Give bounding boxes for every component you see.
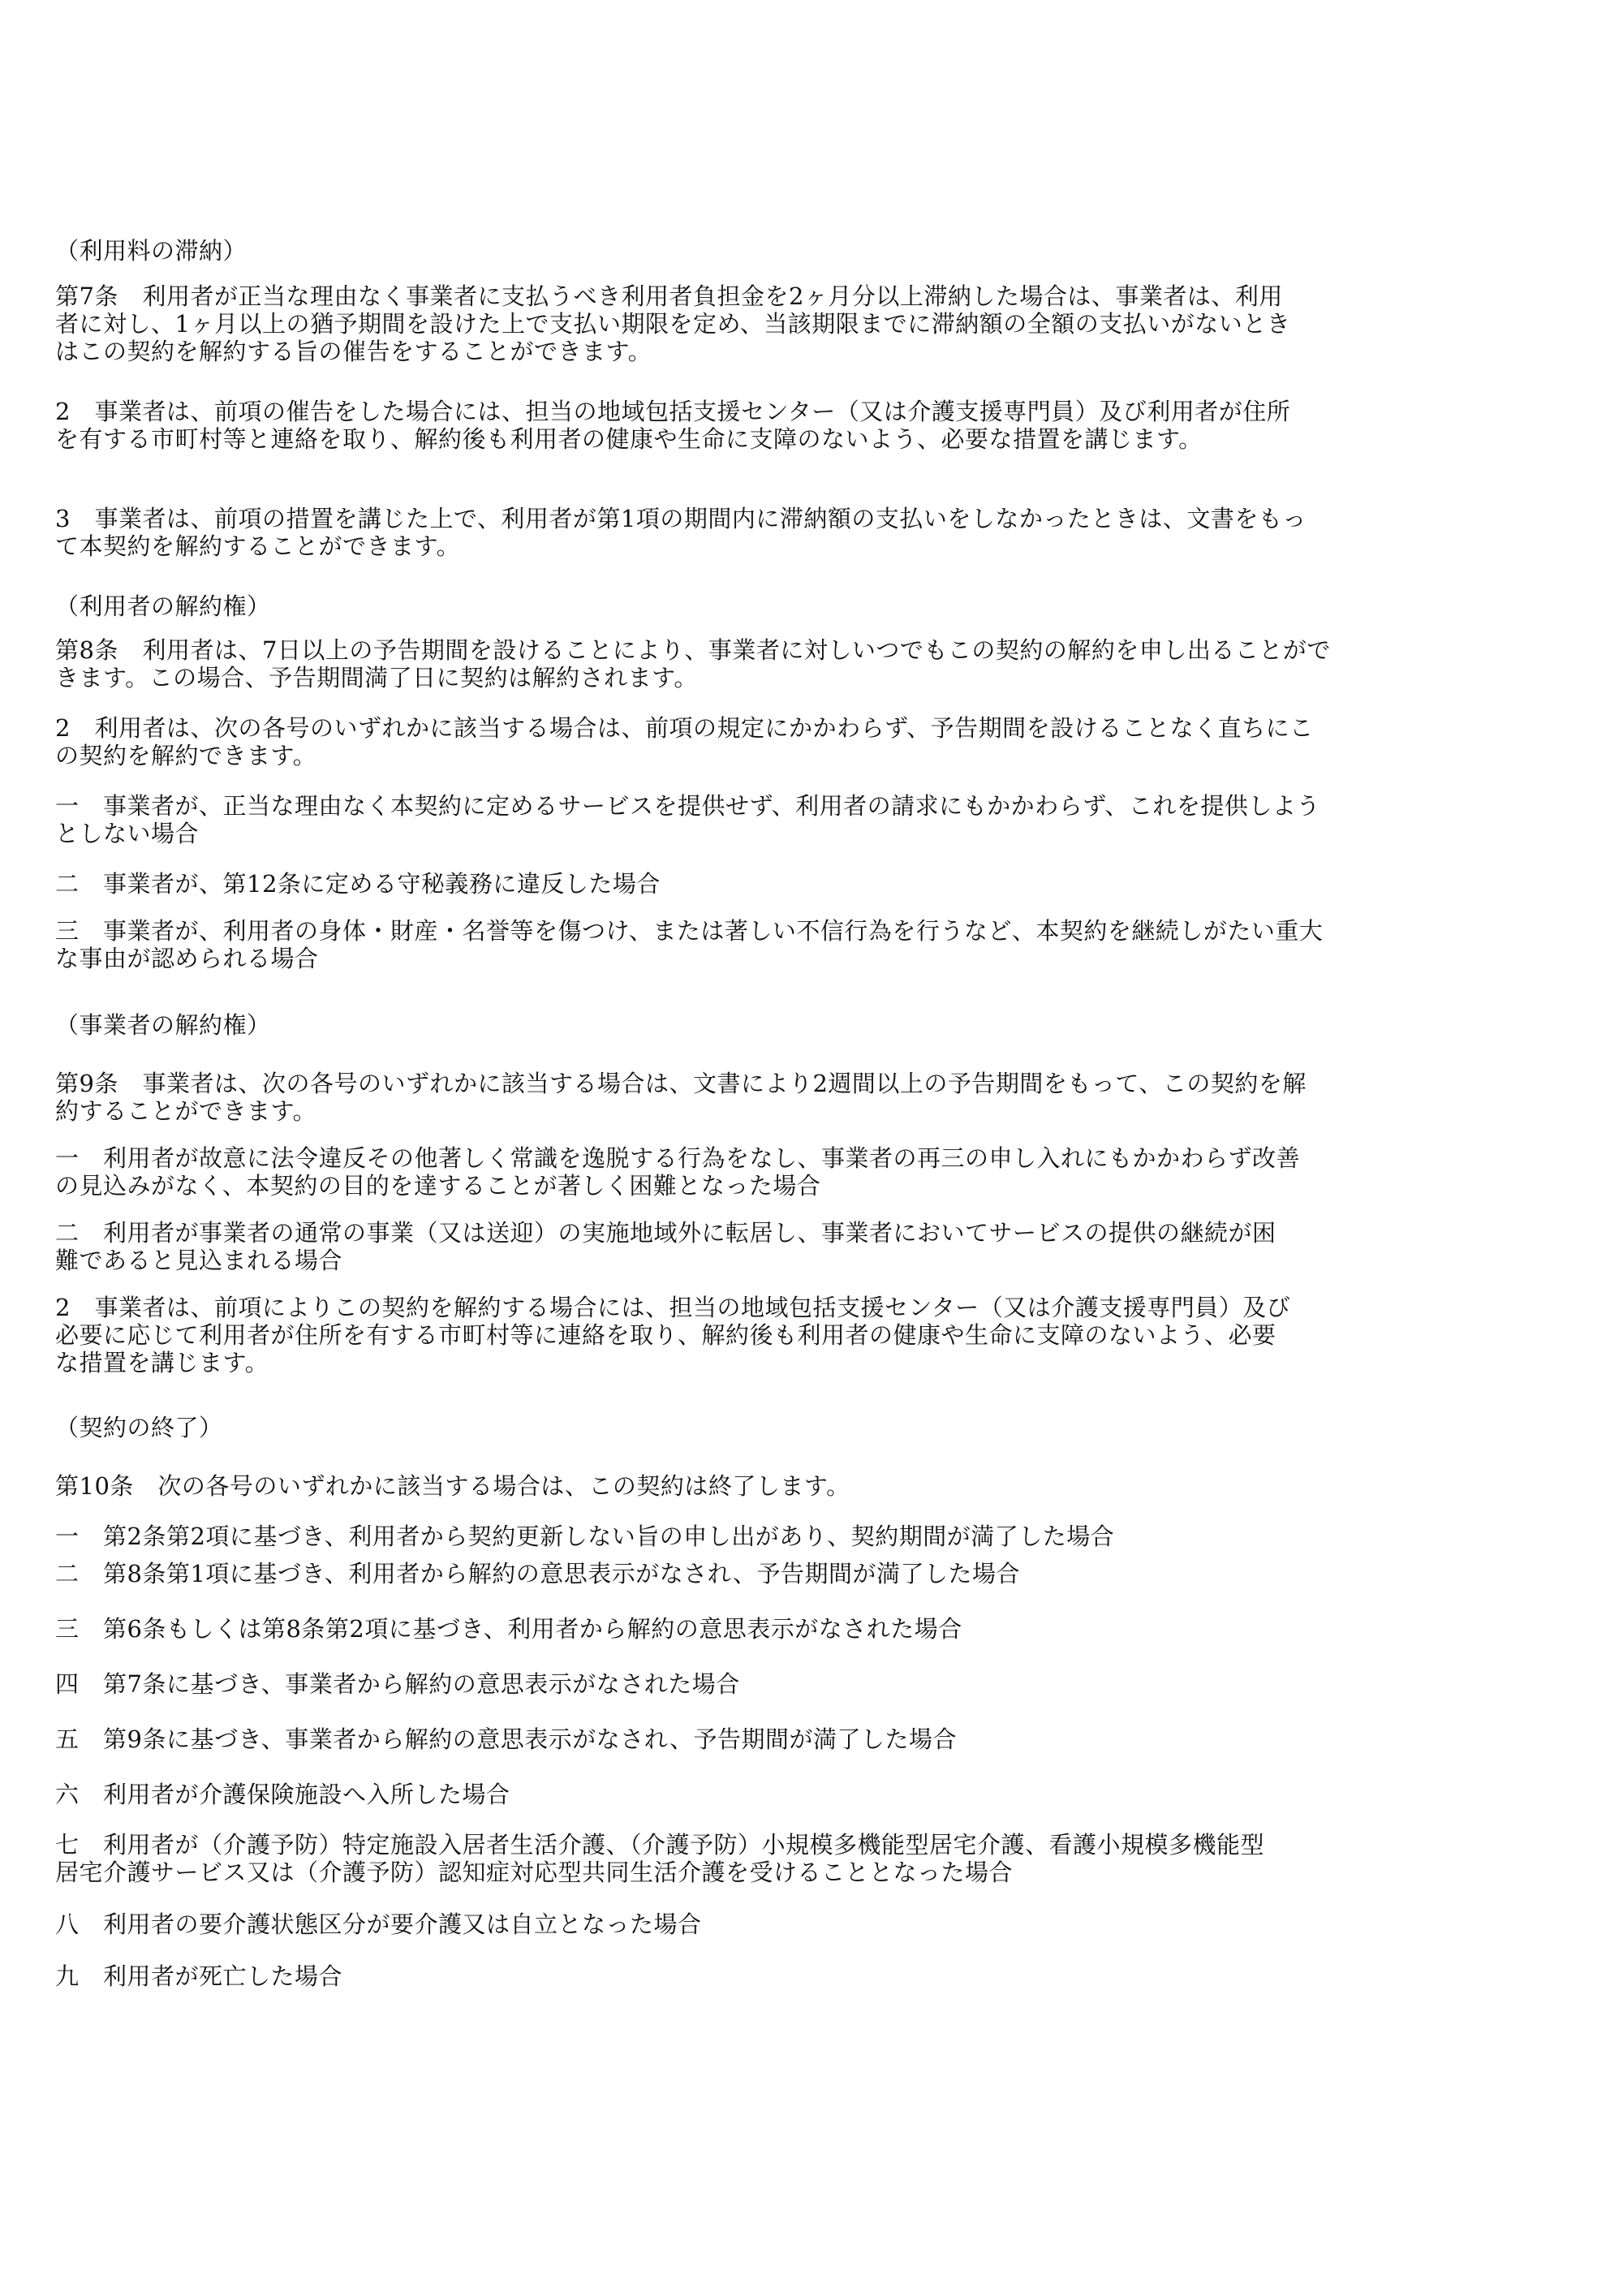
article-8-clause-2-line-2: の契約を解約できます。 [55,742,317,769]
article-10-item-4: 四 第7条に基づき、事業者から解約の意思表示がなされた場合 [55,1670,740,1698]
article-8-item-1-line-1: 一 事業者が、正当な理由なく本契約に定めるサービスを提供せず、利用者の請求にもかかわらず、これを提供しよう [55,792,1320,820]
article-7-line-2: 者に対し、1ヶ月以上の猶予期間を設けた上で支払い期限を定め、当該期限までに滞納額の全額の支払いがないとき [55,310,1291,338]
article-9-item-2-line-2: 難であると見込まれる場合 [55,1247,343,1274]
article-10-item-1: 一 第2条第2項に基づき、利用者から契約更新しない旨の申し出があり、契約期間が満了した場合 [55,1523,1115,1550]
article-7-clause-3-line-1: 3 事業者は、前項の措置を講じた上で、利用者が第1項の期間内に滞納額の支払いをしなかったときは、文書をもっ [55,505,1307,532]
article-8-item-1-line-2: としない場合 [55,820,200,847]
article-7-line-3: はこの契約を解約する旨の催告をすることができます。 [55,338,652,365]
article-10-item-8: 八 利用者の要介護状態区分が要介護又は自立となった場合 [55,1910,702,1938]
article-9-item-1-line-2: の見込みがなく、本契約の目的を達することが著しく困難となった場合 [55,1172,821,1200]
article-7-clause-2-line-1: 2 事業者は、前項の催告をした場合には、担当の地域包括支援センター（又は介護支援専門員）及び利用者が住所 [55,398,1291,425]
section-heading-contract-termination: （契約の終了） [55,1414,223,1441]
article-7-line-1: 第7条 利用者が正当な理由なく事業者に支払うべき利用者負担金を2ヶ月分以上滞納した場合は、事業者は、利用 [55,282,1283,310]
section-heading-user-cancellation: （利用者の解約権） [55,592,271,620]
article-10-item-5: 五 第9条に基づき、事業者から解約の意思表示がなされ、予告期間が満了した場合 [55,1725,958,1753]
article-8-item-3-line-1: 三 事業者が、利用者の身体・財産・名誉等を傷つけ、または著しい不信行為を行うなど、本契約を継続しがたい重大 [55,917,1324,945]
article-8-line-1: 第8条 利用者は、7日以上の予告期間を設けることにより、事業者に対しいつでもこの契約の解約を申し出ることがで [55,636,1331,664]
article-7-clause-2-line-2: を有する市町村等と連絡を取り、解約後も利用者の健康や生命に支障のないよう、必要な措置を講じます。 [55,425,1203,453]
article-9-clause-2-line-2: 必要に応じて利用者が住所を有する市町村等に連絡を取り、解約後も利用者の健康や生命に支障のないよう、必要 [55,1321,1276,1349]
article-10-item-3: 三 第6条もしくは第8条第2項に基づき、利用者から解約の意思表示がなされた場合 [55,1615,962,1643]
article-9-item-1-line-1: 一 利用者が故意に法令違反その他著しく常識を逸脱する行為をなし、事業者の再三の申し入れにもかかわらず改善 [55,1144,1301,1172]
article-8-clause-2-line-1: 2 利用者は、次の各号のいずれかに該当する場合は、前項の規定にかかわらず、予告期間を設けることなく直ちにこ [55,714,1314,742]
article-8-item-3-line-2: な事由が認められる場合 [55,945,319,972]
article-9-line-1: 第9条 事業者は、次の各号のいずれかに該当する場合は、文書により2週間以上の予告期間をもって、この契約を解 [55,1070,1307,1097]
article-10-item-7-line-2: 居宅介護サービス又は（介護予防）認知症対応型共同生活介護を受けることとなった場合 [55,1859,1014,1886]
article-9-clause-2-line-1: 2 事業者は、前項によりこの契約を解約する場合には、担当の地域包括支援センター（又は介護支援専門員）及び [55,1294,1291,1321]
article-8-item-2: 二 事業者が、第12条に定める守秘義務に違反した場合 [55,870,661,898]
article-7-clause-3-line-2: て本契約を解約することができます。 [55,532,461,560]
article-10-item-2: 二 第8条第1項に基づき、利用者から解約の意思表示がなされ、予告期間が満了した場合 [55,1560,1020,1587]
section-heading-overdue-fees: （利用料の滞納） [55,237,248,265]
article-10-item-9: 九 利用者が死亡した場合 [55,1962,343,1990]
article-9-line-2: 約することができます。 [55,1097,317,1125]
article-10-line-1: 第10条 次の各号のいずれかに該当する場合は、この契約は終了します。 [55,1472,850,1500]
article-9-item-2-line-1: 二 利用者が事業者の通常の事業（又は送迎）の実施地域外に転居し、事業者においてサービスの提供の継続が困 [55,1219,1276,1247]
article-9-clause-2-line-3: な措置を講じます。 [55,1349,269,1376]
article-8-line-2: きます。この場合、予告期間満了日に契約は解約されます。 [55,664,698,691]
article-10-item-6: 六 利用者が介護保険施設へ入所した場合 [55,1781,510,1808]
section-heading-provider-cancellation: （事業者の解約権） [55,1011,271,1039]
article-10-item-7-line-1: 七 利用者が（介護予防）特定施設入居者生活介護、（介護予防）小規模多機能型居宅介護、看護小規模多機能型 [55,1831,1265,1859]
